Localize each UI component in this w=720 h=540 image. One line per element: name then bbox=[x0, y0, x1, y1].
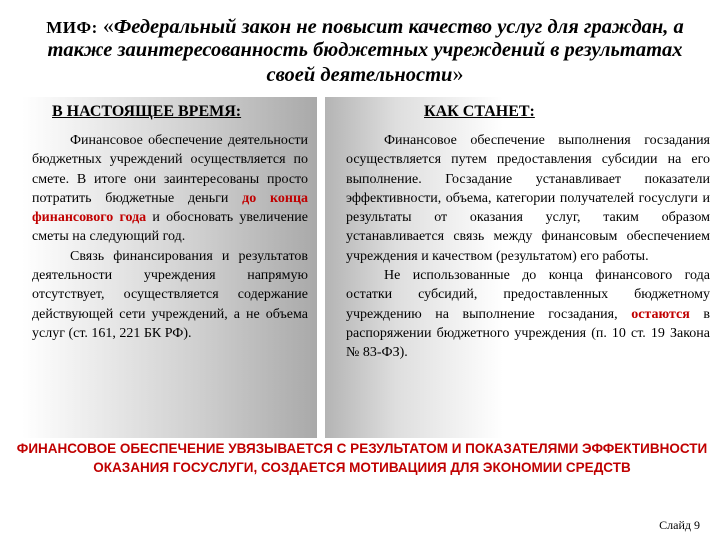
open-quote: « bbox=[102, 13, 114, 38]
slide-number: Слайд 9 bbox=[659, 518, 700, 532]
right-column-heading: КАК СТАНЕТ: bbox=[424, 103, 535, 120]
right-p2-end: в распоряжении бюджетного учреждения (п. 10 ст. 19 Закона № 83-ФЗ). bbox=[346, 306, 710, 361]
right-p2-highlight: остаются bbox=[631, 306, 690, 322]
right-paragraph-2 bbox=[346, 266, 710, 362]
myth-label: МИФ: bbox=[46, 18, 98, 37]
conclusion-text: ФИНАНСОВОЕ ОБЕСПЕЧЕНИЕ УВЯЗЫВАЕТСЯ С РЕЗУЛЬТАТОМ И ПОКАЗАТЕЛЯМИ ЭФФЕКТИВНОСТИ ОКАЗАНИЯ ГОСУСЛУГИ, СОЗДАЕТСЯ МОТИВАЦИИЯ ДЛЯ ЭКОНОМИИ СРЕДСТВ bbox=[16, 441, 708, 475]
left-paragraph-2: Связь финансирования и результатов деятельности учреждения напрямую отсутствует, осуществляется содержание действующей сети учреждений, а не объема услуг (ст. 161, 221 БК РФ). bbox=[32, 248, 308, 341]
right-paragraph-1: Финансовое обеспечение выполнения госзадания осуществляется путем предоставления субсидии на его выполнение. Госзадание устанавливает показатели эффективности, объема, категории получателей госуслуги и результаты от оказания услуг, таким образом устанавливается связь между финансовым обеспечением учреждения и качеством (результатом) его работы. bbox=[346, 133, 710, 264]
right-column-text bbox=[346, 131, 710, 363]
left-p1-end: и обосновать увеличение сметы на следующий год. bbox=[32, 210, 309, 245]
slide-title bbox=[40, 14, 690, 87]
left-p1-start: Финансовое обеспечение деятельности бюджетных учреждений осуществляется по смете. В итоге они заинтересованы просто потратить бюджетные деньги bbox=[32, 133, 308, 206]
right-p2-start: Не использованные до конца финансового года остатки субсидий, предоставленных бюджетному учреждению на выполнение госзадания, bbox=[346, 268, 710, 322]
left-column-text bbox=[32, 131, 308, 343]
left-paragraph-1 bbox=[32, 131, 308, 247]
left-column-heading: В НАСТОЯЩЕЕ ВРЕМЯ: bbox=[52, 103, 242, 120]
close-quote: » bbox=[452, 61, 464, 86]
myth-statement: Федеральный закон не повысит качество услуг для граждан, а также заинтересованность бюджетных учреждений в результатах своей деятельности bbox=[47, 16, 684, 86]
left-p1-highlight: до конца финансового года bbox=[32, 190, 309, 226]
